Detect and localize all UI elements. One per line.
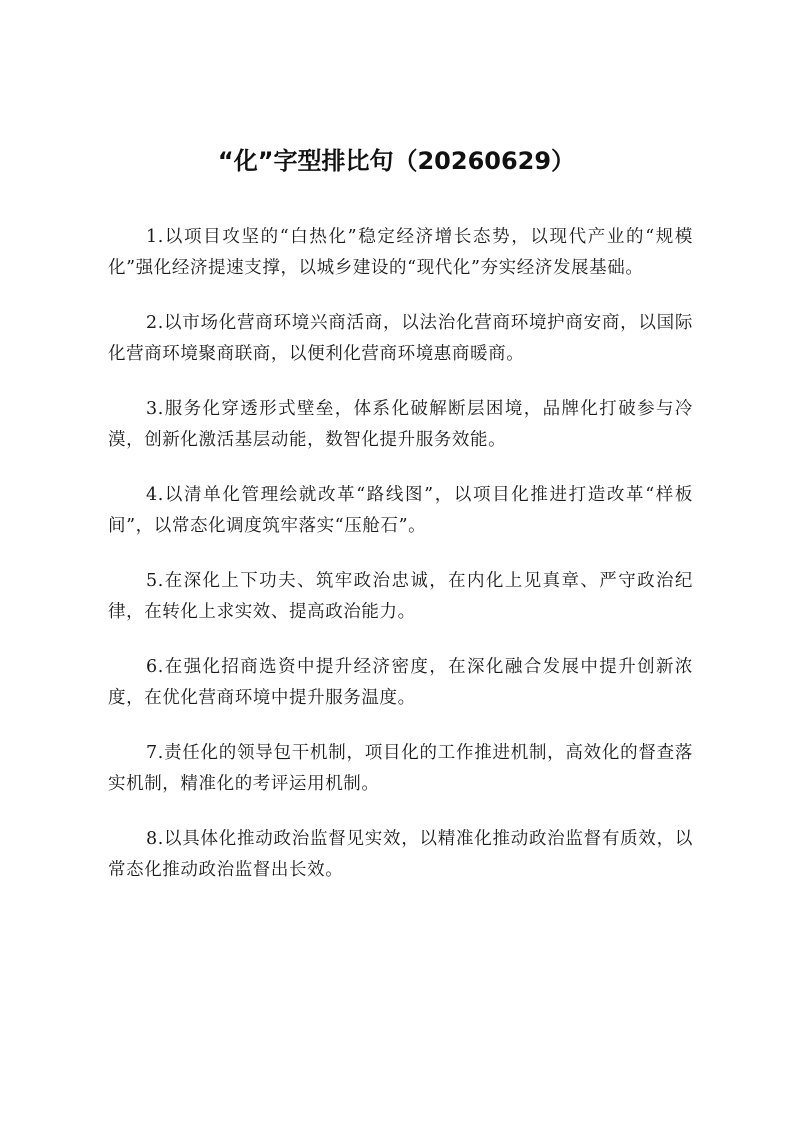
sentence-item-8: 8.以具体化推动政治监督见实效，以精准化推动政治监督有质效，以常态化推动政治监督出长效。 xyxy=(108,829,693,880)
sentence-item-2: 2.以市场化营商环境兴商活商，以法治化营商环境护商安商，以国际化营商环境聚商联商，以便利化营商环境惠商暖商。 xyxy=(108,313,693,364)
sentence-list xyxy=(108,222,693,910)
sentence-item-4: 4.以清单化管理绘就改革“路线图”，以项目化推进打造改革“样板间”，以常态化调度筑牢落实“压舱石”。 xyxy=(108,485,693,536)
sentence-item-3: 3.服务化穿透形式壁垒，体系化破解断层困境，品牌化打破参与冷漠，创新化激活基层动能，数智化提升服务效能。 xyxy=(108,399,693,450)
sentence-item-6: 6.在强化招商选资中提升经济密度，在深化融合发展中提升创新浓度，在优化营商环境中提升服务温度。 xyxy=(108,657,693,708)
document-title: “化”字型排比句（20260629） xyxy=(217,147,576,175)
sentence-item-7: 7.责任化的领导包干机制，项目化的工作推进机制，高效化的督查落实机制，精准化的考评运用机制。 xyxy=(108,743,693,794)
sentence-item-1: 1.以项目攻坚的“白热化”稳定经济增长态势，以现代产业的“规模化”强化经济提速支撑，以城乡建设的“现代化”夯实经济发展基础。 xyxy=(108,227,693,278)
sentence-item-5: 5.在深化上下功夫、筑牢政治忠诚，在内化上见真章、严守政治纪律，在转化上求实效、提高政治能力。 xyxy=(108,571,693,622)
